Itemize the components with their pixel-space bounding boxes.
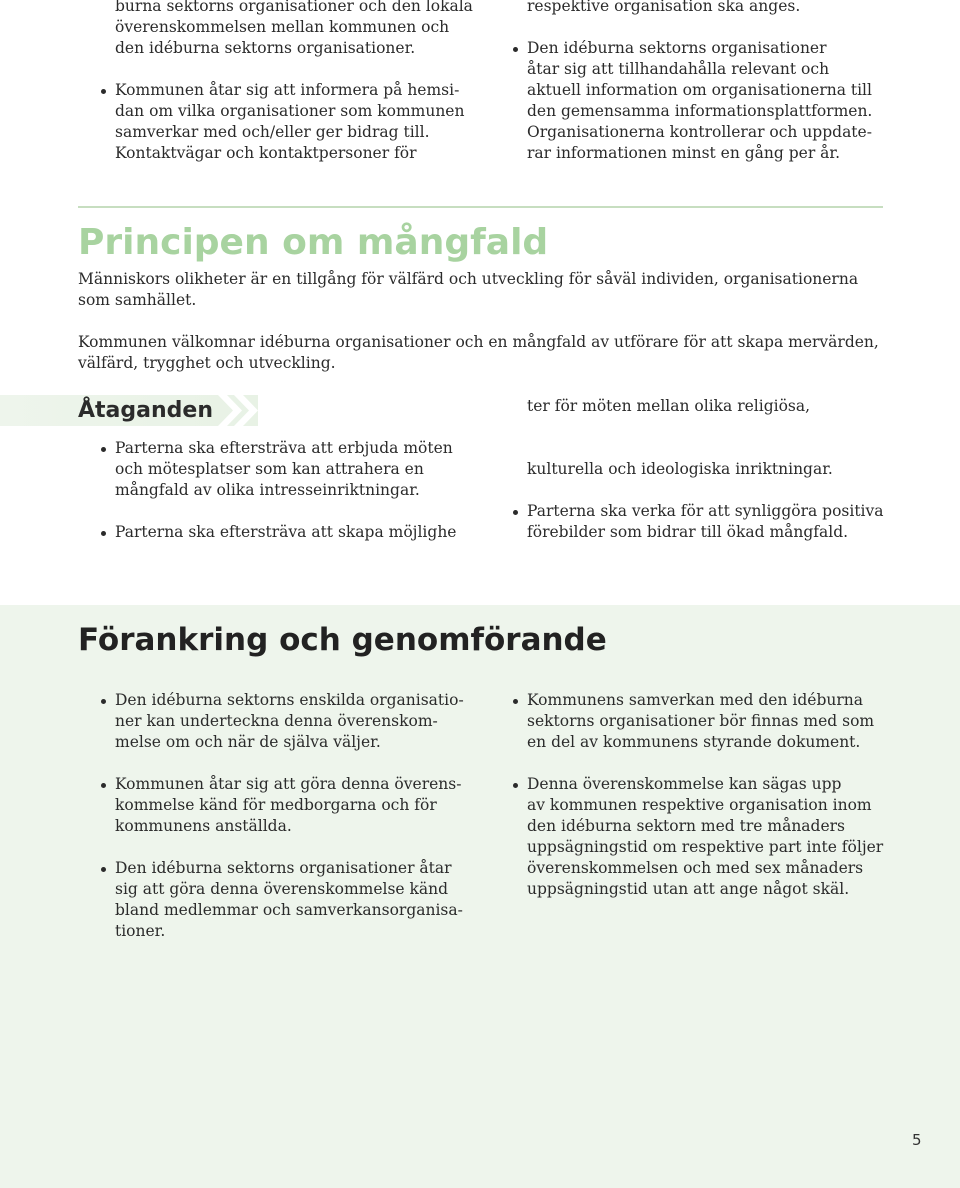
anchoring-right-bullets [490, 690, 890, 900]
commitments-right-line-2: kulturella och ideologiska inriktningar. [527, 460, 833, 478]
page-number: 5 [912, 1131, 922, 1149]
list-item: Kommunen åtar sig att informera på hemsi- dan om vilka organisationer som kommunen samverkar med och/eller ger bidrag till. Kontaktvägar och kontaktpersoner för [78, 80, 478, 164]
list-item: Parterna ska eftersträva att erbjuda möten och mötesplatser som kan attrahera en mångfald av olika intresseinriktningar. [78, 438, 478, 501]
list-item: Den idéburna sektorns organisationer åtar sig att göra denna överenskommelse känd bland medlemmar och samverkansorganisa- tioner. [78, 858, 478, 942]
top-left-bullets [78, 80, 478, 164]
top-right-continuation: respektive organisation ska anges. [527, 0, 801, 15]
commitments-right-bullets [490, 501, 890, 543]
anchoring-left-bullets [78, 690, 478, 942]
chevron-decoration-icon [218, 395, 260, 426]
list-item: Den idéburna sektorns organisationer åtar sig att tillhandahålla relevant och aktuell information om organisationerna till den gemensamma informationsplattformen. Organisationerna kontrollerar och uppdate- rar informationen minst en gång per år. [490, 38, 890, 164]
list-item: Denna överenskommelse kan sägas upp av kommunen respektive organisation inom den idéburna sektorn med tre månaders uppsägningstid om respektive part inte följer överenskommelsen och med sex månaders uppsägningstid utan att ange något skäl. [490, 774, 890, 900]
principle-heading: Principen om mångfald [78, 222, 549, 263]
anchoring-right-column [490, 690, 890, 921]
top-left-continuation: burna sektorns organisationer och den lokala överenskommelsen mellan kommunen och den idéburna sektorns organisationer. [115, 0, 473, 57]
commitments-right-column [490, 396, 890, 417]
principle-paragraph-2: Kommunen välkomnar idéburna organisationer och en mångfald av utförare för att skapa mervärden, välfärd, trygghet och utveckling. [78, 333, 879, 372]
commitments-right-line-1: ter för möten mellan olika religiösa, [527, 397, 811, 415]
commitments-heading: Åtaganden [78, 398, 213, 423]
commitments-right-column-lower [490, 459, 890, 564]
list-item: Kommunens samverkan med den idéburna sektorns organisationer bör finnas med som en del av kommunens styrande dokument. [490, 690, 890, 753]
commitments-left-column [78, 438, 478, 564]
list-item: Kommunen åtar sig att göra denna överens- kommelse känd för medborgarna och för kommunens anställda. [78, 774, 478, 837]
principle-paragraph-1: Människors olikheter är en tillgång för välfärd och utveckling för såväl individen, organisationerna som samhället. [78, 270, 859, 309]
commitments-left-bullets [78, 438, 478, 543]
anchoring-left-column [78, 690, 478, 963]
list-item: Den idéburna sektorns enskilda organisatio- ner kan underteckna denna överenskom- melse om och när de själva väljer. [78, 690, 478, 753]
section-divider [78, 206, 883, 208]
list-item: Parterna ska verka för att synliggöra positiva förebilder som bidrar till ökad mångfald. [490, 501, 890, 543]
top-left-column [78, 0, 478, 185]
list-item: Parterna ska eftersträva att skapa möjlighe [78, 522, 478, 543]
top-right-column [490, 0, 890, 185]
anchoring-heading: Förankring och genomförande [78, 622, 607, 658]
top-right-bullets [490, 38, 890, 164]
